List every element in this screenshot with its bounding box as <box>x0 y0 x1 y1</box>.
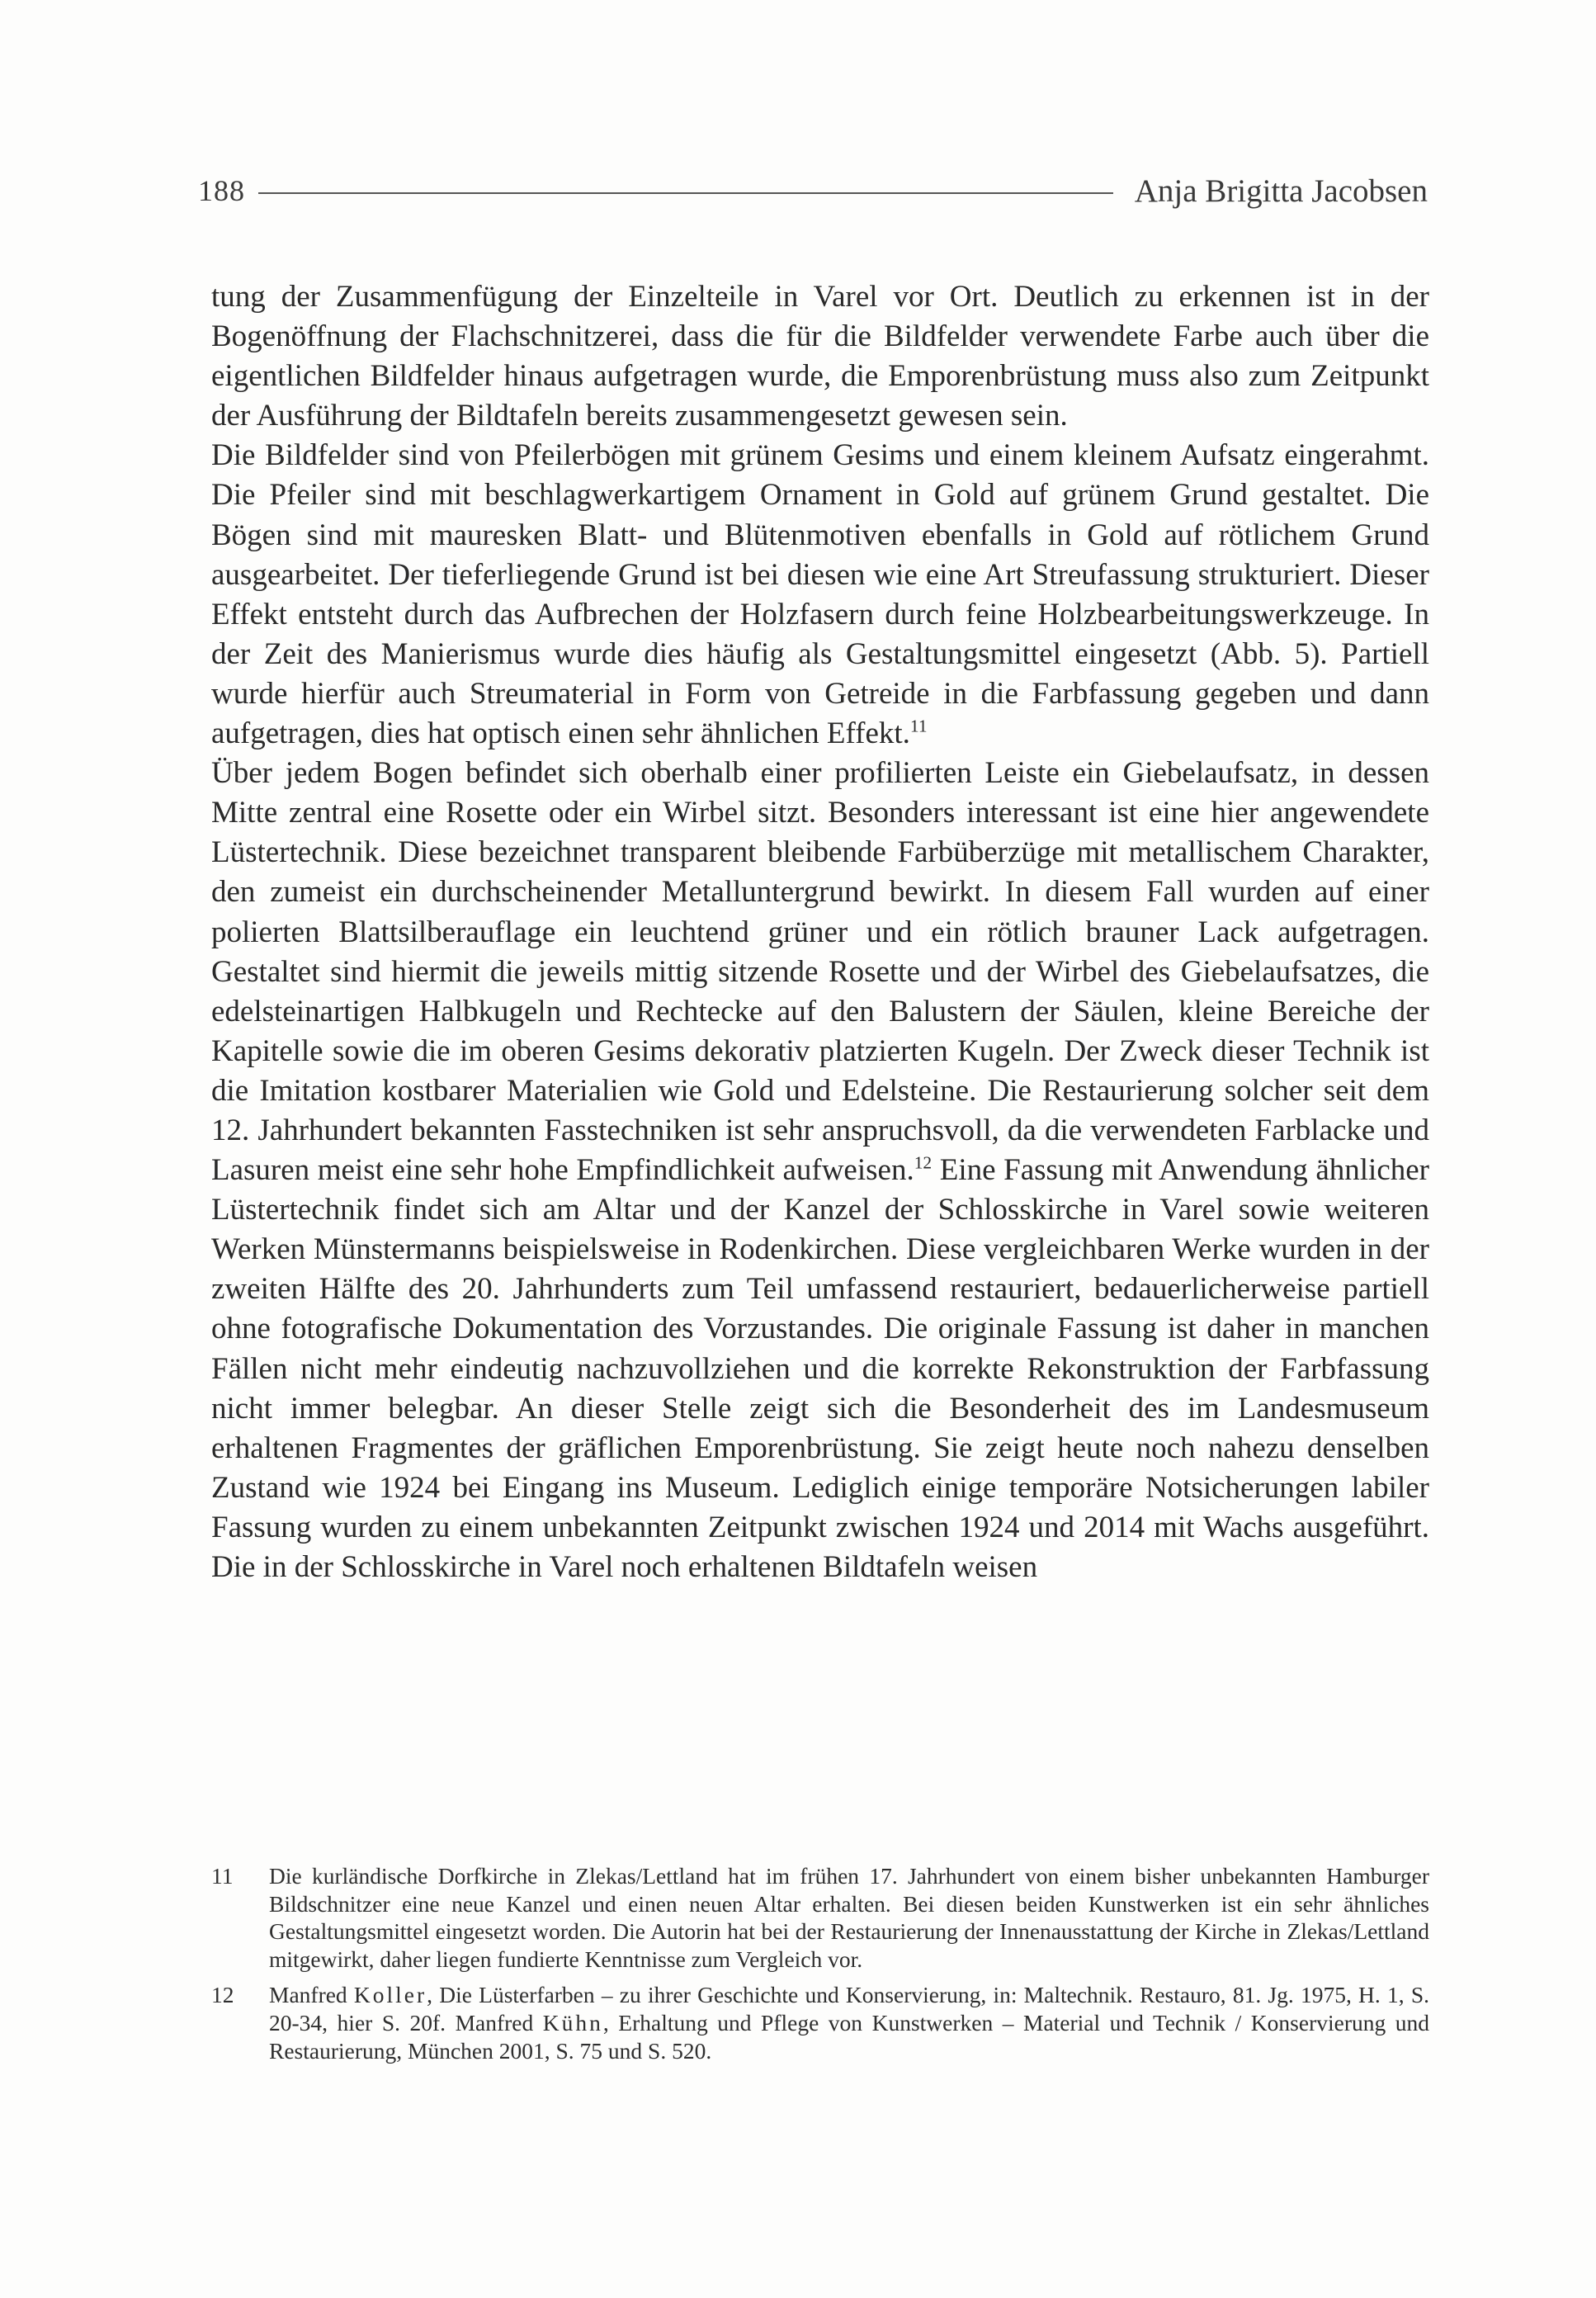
footnote-text: Die kurländische Dorfkirche in Zlekas/Lettland hat im frühen 17. Jahrhundert von einem bisher unbekannten Hamburger Bildschnitzer eine neue Kanzel und einen neuen Altar erhalten. Bei diesen beiden Kunstwerken ist ein sehr ähnliches Gestaltungsmittel eingesetzt worden. Die Autorin hat bei der Restaurierung der Innenausstattung der Kirche in Zlekas/Lettland mitgewirkt, daher liegen fundierte Kenntnisse zum Vergleich vor. <box>269 1863 1429 1972</box>
footnote-ref-12[interactable]: 12 <box>914 1152 933 1173</box>
paragraph-1: tung der Zusammenfügung der Einzelteile in Varel vor Ort. Deutlich zu erkennen ist in der Bogenöffnung der Flachschnitzerei, dass die für die Bildfelder verwendete Farbe auch über die eigentlichen Bildfelder hinaus aufgetragen wurde, die Emporenbrüstung muss also zum Zeitpunkt der Ausführung der Bildtafeln bereits zusammengesetzt gewesen sein. <box>211 280 1429 433</box>
paragraph-2 <box>211 436 1429 754</box>
footnote-text-a: Manfred <box>269 1982 354 2008</box>
paragraph-2-text: Die Bildfelder sind von Pfeilerbögen mit grünem Gesims und einem kleinem Aufsatz eingerahmt. Die Pfeiler sind mit beschlagwerkartigem Ornament in Gold auf grünem Grund gestaltet. Die Bögen sind mit mauresken Blatt- und Blütenmotiven ebenfalls in Gold auf rötlichem Grund ausgearbeitet. Der tieferliegende Grund ist bei diesen wie eine Art Streufassung strukturiert. Dieser Effekt entsteht durch das Aufbrechen der Holzfasern durch feine Holzbearbeitungswerkzeuge. In der Zeit des Manierismus wurde dies häufig als Gestaltungsmittel eingesetzt (Abb. 5). Partiell wurde hierfür auch Streumaterial in Form von Getreide in die Farbfassung gegeben und dann aufgetragen, dies hat optisch einen sehr ähnlichen Effekt. <box>211 438 1429 751</box>
page-number: 188 <box>198 174 245 207</box>
footnote-12 <box>211 1981 1429 2064</box>
footnote-text <box>269 1981 1429 2064</box>
running-head-author: Anja Brigitta Jacobsen <box>1134 173 1428 209</box>
paragraph-3 <box>211 754 1429 1587</box>
cited-author-koller: Koller <box>353 1982 427 2008</box>
footnote-ref-11[interactable]: 11 <box>909 716 928 736</box>
footnote-text-c: , Erhaltung und Pflege von Kunstwerken – Material und Technik / Konservierung und Restaurierung, München 2001, S. 75 und S. 520. <box>269 2009 1430 2064</box>
footnotes <box>211 1862 1429 2073</box>
footnote-number: 12 <box>211 1982 234 2008</box>
paragraph-3-text-b: Eine Fassung mit Anwendung ähnlicher Lüstertechnik findet sich am Altar und der Kanzel der Schlosskirche in Varel sowie weiteren Werken Münstermanns beispielsweise in Rodenkirchen. Diese vergleichbaren Werke wurden in der zweiten Hälfte des 20. Jahrhunderts zum Teil umfassend restauriert, bedauerlicherweise partiell ohne fotografische Dokumentation des Vorzustandes. Die originale Fassung ist daher in manchen Fällen nicht mehr eindeutig nachzuvollziehen und die korrekte Rekonstruktion der Farbfassung nicht immer belegbar. An dieser Stelle zeigt sich die Besonderheit des im Landesmuseum erhaltenen Fragmentes der gräflichen Emporenbrüstung. Sie zeigt heute noch nahezu denselben Zustand wie 1924 bei Eingang ins Museum. Lediglich einige temporäre Notsicherungen labiler Fassung wurden zu einem unbekannten Zeitpunkt zwischen 1924 und 2014 mit Wachs ausgeführt. Die in der Schlosskirche in Varel noch erhaltenen Bildtafeln weisen <box>211 1153 1429 1584</box>
body-text <box>211 277 1429 1587</box>
running-header <box>198 170 1428 211</box>
footnote-number: 11 <box>211 1863 234 1889</box>
paragraph-3-text-a: Über jedem Bogen befindet sich oberhalb einer profilierten Leiste ein Giebelaufsatz, in dessen Mitte zentral eine Rosette oder ein Wirbel sitzt. Besonders interessant ist eine hier angewendete Lüstertechnik. Diese bezeichnet transparent bleibende Farbüberzüge mit metallischem Charakter, den zumeist ein durchscheinender Metalluntergrund bewirkt. In diesem Fall wurden auf einer polierten Blattsilberauflage ein leuchtend grüner und ein rötlich brauner Lack aufgetragen. Gestaltet sind hiermit die jeweils mittig sitzende Rosette und der Wirbel des Giebelaufsatzes, die edelsteinartigen Halbkugeln und Rechtecke auf den Balustern der Säulen, kleine Bereiche der Kapitelle sowie die im oberen Gesims dekorativ platzierten Kugeln. Der Zweck dieser Technik ist die Imitation kostbarer Materialien wie Gold und Edelsteine. Die Restaurierung solcher seit dem 12. Jahrhundert bekannten Fasstechniken ist sehr anspruchsvoll, da die verwendeten Farblacke und Lasuren meist eine sehr hohe Empfindlichkeit aufweisen. <box>211 756 1429 1188</box>
footnote-11 <box>211 1862 1429 1973</box>
footnote-text-b: , Die Lüsterfarben – zu ihrer Geschichte und Konservierung, in: Maltechnik. Restauro, 81. Jg. 1975, H. 1, S. 20-34, hier S. 20f. Manfred <box>269 1982 1429 2036</box>
header-rule <box>258 192 1113 194</box>
cited-author-kuehn: Kühn <box>542 2009 603 2036</box>
